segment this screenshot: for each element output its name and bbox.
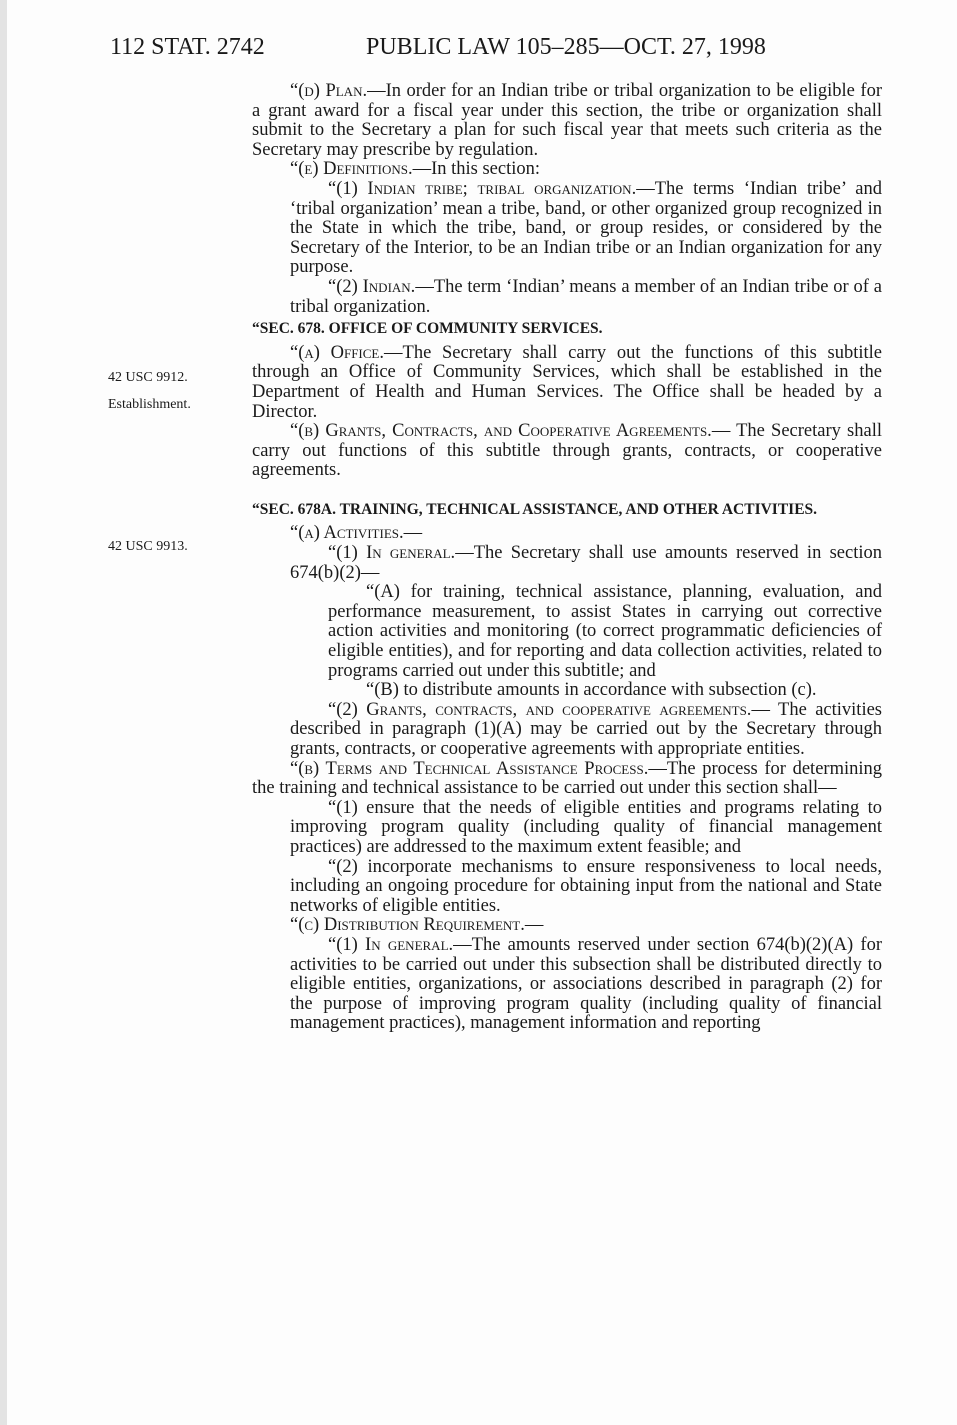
heading-label: “(a) Activities. xyxy=(290,523,404,544)
sec678a-a2 xyxy=(252,701,882,760)
paragraph-text: —The amounts reserved under section 674(b)(2)(A) for activities to be carried out under this subsection shall be distributed directly to eligible entities, organizations, or associations described in paragraph (2) for the purpose of improving program quality (including quality of financial management practices), management information and reporting xyxy=(290,934,882,1034)
paragraph-text: —The process for determining the training and technical assistance to be carried out under this section shall— xyxy=(252,758,882,799)
heading-label: “(2) Grants, contracts, and cooperative agreements. xyxy=(328,699,752,720)
paragraph-text: —The terms ‘Indian tribe’ and ‘tribal organization’ mean a tribe, band, or other organized group recognized in the State in which the tribe, band, or group resides, or considered by the Secretary of the Interior, to be an Indian tribe or an Indian organization for any purpose. xyxy=(290,178,883,278)
sec678a-b1: “(1) ensure that the needs of eligible entities and programs relating to improving program quality (including quality of financial management practices) are addressed to the maximum extent feasible; and xyxy=(290,797,882,857)
page-header xyxy=(110,33,766,61)
sec678a-a1-A: “(A) for training, technical assistance, planning, evaluation, and performance measurement, to assist States in carrying out corrective action activities and monitoring (to correct programmatic deficiencies of eligible entities), and for reporting and data collection activities, related to programs carried out under this subtitle; and xyxy=(328,582,882,681)
statute-body xyxy=(252,82,882,1034)
stat-citation: 112 STAT. 2742 xyxy=(110,34,265,60)
heading-label: “(a) Office. xyxy=(290,342,385,363)
sec678a-b2: “(2) incorporate mechanisms to ensure responsiveness to local needs, including an ongoing procedure for obtaining input from the national and State networks of eligible entities. xyxy=(290,856,882,916)
paragraph-text: —The term ‘Indian’ means a member of an Indian tribe or of a tribal organization. xyxy=(290,276,883,317)
heading-label: “(1) Indian tribe; tribal organization. xyxy=(328,178,637,199)
margin-note-usc-9913: 42 USC 9913. xyxy=(108,539,188,554)
sec678-subsection-a xyxy=(252,344,882,422)
section-678a-heading: “SEC. 678A. TRAINING, TECHNICAL ASSISTANCE, AND OTHER ACTIVITIES. xyxy=(252,500,818,518)
definition-indian xyxy=(252,278,882,317)
heading-label: “(c) Distribution Requirement. xyxy=(290,915,525,936)
paragraph-text: —In order for an Indian tribe or tribal organization to be eligible for a grant award for a fiscal year under this section, the tribe or organization shall submit to the Secretary a plan for such fiscal year that meets such criteria as the Secretary may prescribe by regulation. xyxy=(252,81,882,160)
heading-label: “(1) In general. xyxy=(328,543,456,564)
sec678a-c1 xyxy=(252,936,882,1034)
heading-label: “(1) In general. xyxy=(328,934,454,955)
heading-label: “(d) Plan. xyxy=(290,81,368,101)
paragraph-text: — xyxy=(403,523,423,544)
paragraph-text: —The Secretary shall carry out the functions of this subtitle through an Office of Community Services, which shall be established in the Department of Health and Human Services. The Office shall be headed by a Director. xyxy=(252,342,883,422)
heading-label: “(b) Grants, Contracts, and Cooperative Agreements. xyxy=(290,421,712,442)
sec678a-subsection-b xyxy=(252,760,882,799)
paragraph-text: —The Secretary shall use amounts reserved in section 674(b)(2)— xyxy=(290,543,882,583)
definition-indian-tribe xyxy=(252,180,882,278)
margin-note-establishment: Establishment. xyxy=(108,397,191,412)
paragraph-text: — The activities described in paragraph (1)(A) may be carried out by the Secretary through grants, contracts, or cooperative agreements with appropriate entities. xyxy=(290,699,882,759)
law-title: PUBLIC LAW 105–285—OCT. 27, 1998 xyxy=(366,34,766,60)
subsection-e-definitions xyxy=(252,160,882,180)
sec678a-subsection-c xyxy=(252,916,882,936)
heading-label: “(b) Terms and Technical Assistance Process. xyxy=(290,758,649,779)
paragraph-text: — xyxy=(524,915,544,936)
section-678-heading: “SEC. 678. OFFICE OF COMMUNITY SERVICES. xyxy=(252,320,603,338)
heading-label: “(e) Definitions. xyxy=(290,159,413,180)
sec678a-subsection-a xyxy=(252,524,882,544)
sec678-subsection-b xyxy=(252,422,882,481)
heading-label: “(2) Indian. xyxy=(328,276,416,297)
sec678a-a1-B: “(B) to distribute amounts in accordance with subsection (c). xyxy=(366,680,817,701)
paragraph-text: — The Secretary shall carry out functions of this subtitle through grants, contracts, or cooperative agreements. xyxy=(252,421,882,481)
margin-note-usc-9912: 42 USC 9912. xyxy=(108,370,188,385)
scan-edge xyxy=(0,0,7,1425)
paragraph-text: —In this section: xyxy=(412,159,541,180)
sec678a-a1 xyxy=(252,544,882,583)
subsection-d-plan xyxy=(252,82,882,160)
